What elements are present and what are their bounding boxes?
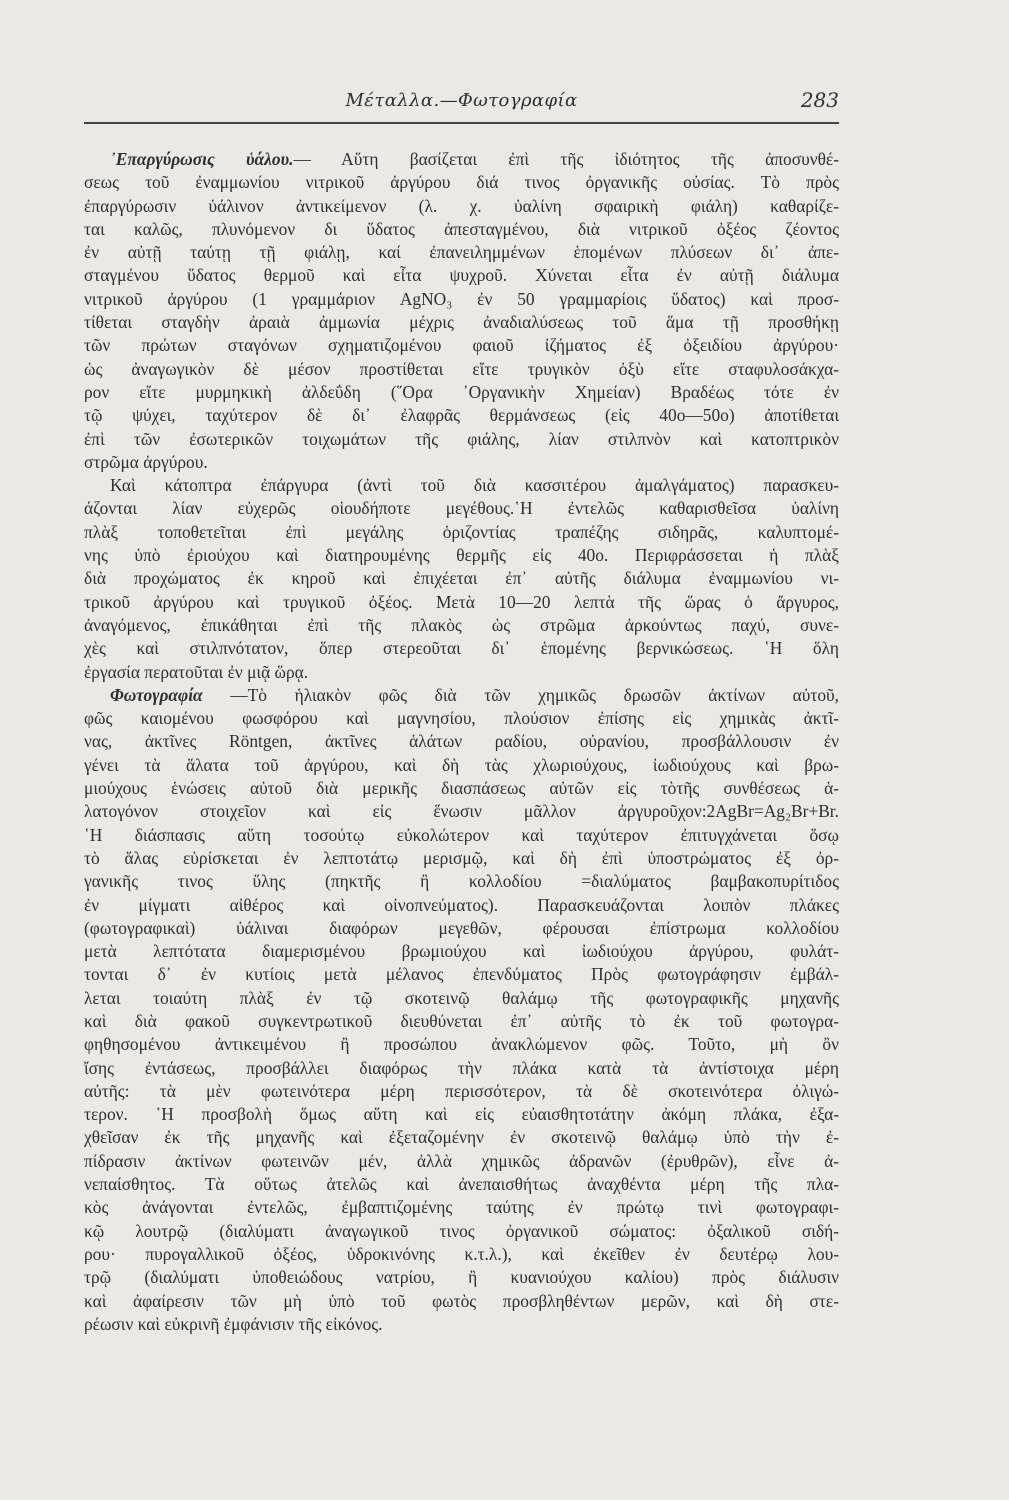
- page-header: [84, 86, 839, 120]
- line-text: νιτρικοῦ ἀργύρου (1 γραμμάριον AgNO₃ ἐν 50 γραμμαρίοις ὕδατος) καὶ προσ-: [84, 288, 839, 309]
- line-text: τὸ ἅλας εὑρίσκεται ἐν λεπτοτάτῳ μερισμῷ, καὶ δὴ ἐπὶ ὑποστρώματος ἐξ ὀρ-: [84, 847, 839, 868]
- text-line: [84, 358, 839, 381]
- line-text: τῶν πρώτων σταγόνων σχηματιζομένου φαιοῦ ἰζήματος ἐξ ὀξειδίου ἀργύρου·: [84, 335, 839, 356]
- line-text: λεται τοιαύτη πλὰξ ἐν τῷ σκοτεινῷ θαλάμῳ τῆς φωτογραφικῆς μηχανῆς: [84, 987, 839, 1008]
- line-text: τίθεται σταγδὴν ἀραιὰ ἀμμωνία μέχρις ἀναδιαλύσεως τοῦ ἅμα τῇ προσθήκῃ: [84, 312, 839, 333]
- text-line: [84, 870, 839, 893]
- text-line: [84, 940, 839, 963]
- line-text: ρου· πυρογαλλικοῦ ὀξέος, ὑδροκινόνης κ.τ.λ.), καὶ ἐκεῖθεν ἐν δευτέρῳ λου-: [84, 1243, 839, 1264]
- text-line: [84, 1243, 839, 1266]
- text-line: [84, 544, 839, 567]
- paragraph-term: ᾿Επαργύρωσις ὑάλου.: [110, 149, 294, 169]
- text-line: [84, 381, 839, 404]
- line-text: φηθησομένου ἀντικειμένου ἢ προσώπου ἀνακλώμενον φῶς. Τοῦτο, μὴ ὂν: [84, 1034, 839, 1055]
- line-text: άζονται λίαν εὐχερῶς οἱουδήποτε μεγέθους.῾Η ἐντελῶς καθαρισθεῖσα ὑαλίνη: [84, 498, 839, 519]
- line-text: γανικῆς τινος ὕλης (πηκτῆς ἢ κολλοδίου =διαλύματος βαμβακοπυρίτιδος: [84, 871, 839, 892]
- line-text: — Αὕτη βασίζεται ἐπὶ τῆς ἰδιότητος τῆς ἀποσυνθέ-: [293, 149, 839, 169]
- text-line: [84, 241, 839, 264]
- line-text: —Τὸ ἡλιακὸν φῶς διὰ τῶν χημικῶς δρωσῶν ἀκτίνων αὐτοῦ,: [202, 684, 839, 705]
- line-text: ται καλῶς, πλυνόμενον δι ὕδατος ἀπεσταγμένου, διὰ νιτρικοῦ ὀξέος ζέοντος: [84, 218, 839, 239]
- line-text: (φωτογραφικαὶ) ὑάλιναι διαφόρων μεγεθῶν, φέρουσαι ἐπίστρωμα κολλοδίου: [84, 917, 839, 938]
- line-text: μετὰ λεπτότατα διαμερισμένου βρωμιούχου καὶ ἰωδιούχου ἀργύρου, φυλάτ-: [84, 941, 839, 962]
- line-text: πλὰξ τοποθετεῖται ἐπὶ μεγάλης ὁριζοντίας τραπέζης σιδηρᾶς, καλυπτομέ-: [84, 521, 839, 542]
- text-line: [84, 311, 839, 334]
- line-text: γένει τὰ ἅλατα τοῦ ἀργύρου, καὶ δὴ τὰς χλωριούχους, ἰωδιούχους καὶ βρω-: [84, 754, 839, 775]
- text-line: [84, 148, 839, 171]
- text-line: [84, 614, 839, 637]
- line-text: τονται δ᾿ ἐν κυτίοις μετὰ μέλανος ἐπενδύματος Πρὸς φωτογράφησιν ἐμβάλ-: [84, 964, 839, 985]
- line-text: ἐν μίγματι αἰθέρος καὶ οἰνοπνεύματος). Παρασκευάζονται λοιπὸν πλάκες: [84, 894, 839, 915]
- header-rule: [84, 122, 839, 124]
- line-text: ἐν αὐτῇ ταύτῃ τῇ φιάλῃ, καί ἐπανειλημμένων ἑπομένων πλύσεων δι᾿ ἀπε-: [84, 242, 839, 263]
- line-text: λατογόνον στοιχεῖον καὶ εἰς ἕνωσιν μᾶλλον ἀργυροῦχον:2AgBr=Ag₂Br+Br.: [84, 801, 839, 822]
- text-line: [84, 917, 839, 940]
- line-text: ἐπαργύρωσιν ὑάλινον ἀντικείμενον (λ. χ. ὑαλίνη σφαιρικὴ φιάλη) καθαρίζε-: [84, 195, 839, 216]
- line-text: ἐργασία περατοῦται ἐν μιᾷ ὥρᾳ.: [84, 661, 309, 682]
- text-line: [84, 1266, 839, 1289]
- text-line: [84, 264, 839, 287]
- line-text: κῷ λουτρῷ (διαλύματι ἀναγωγικοῦ τινος ὀργανικοῦ σώματος: ὀξαλικοῦ σιδή-: [84, 1220, 839, 1241]
- line-text: ἴσης ἐντάσεως, προσβάλλει διαφόρως τὴν πλάκα κατὰ τὰ ἀντίστοιχα μέρη: [84, 1057, 839, 1078]
- text-line: [84, 428, 839, 451]
- text-line: [84, 684, 839, 707]
- text-line: [84, 591, 839, 614]
- text-line: [84, 195, 839, 218]
- line-text: τερον. ῾Η προσβολὴ ὅμως αὕτη καὶ εἰς εὐαισθητοτάτην ἀκόμη πλάκα, ἐξα-: [84, 1104, 839, 1125]
- line-text: νας, ἀκτῖνες Röntgen, ἀκτῖνες ἁλάτων ραδίου, οὐρανίου, προσβάλλουσιν ἐν: [84, 731, 839, 752]
- line-text: Καὶ κάτοπτρα ἐπάργυρα (ἀντὶ τοῦ διὰ κασσιτέρου ἀμαλγάματος) παρασκευ-: [110, 475, 839, 496]
- paragraph-term: Φωτογραφία: [110, 684, 203, 705]
- line-text: στρῶμα ἀργύρου.: [84, 451, 208, 472]
- line-text: χὲς καὶ στιλπνότατον, ὅπερ στερεοῦται δι᾿ ἑπομένης βερνικώσεως. ῾Η ὅλη: [84, 638, 839, 659]
- body-text: [84, 148, 839, 1336]
- text-line: [84, 707, 839, 730]
- text-line: [84, 1150, 839, 1173]
- line-text: ῾Η διάσπασις αὕτη τοσούτῳ εὐκολώτερον καὶ ταχύτερον ἐπιτυγχάνεται ὅσῳ: [84, 824, 839, 845]
- text-line: [84, 963, 839, 986]
- text-line: [84, 521, 839, 544]
- text-line: [84, 1103, 839, 1126]
- text-line: [84, 637, 839, 660]
- text-line: [84, 1126, 839, 1149]
- line-text: πίδρασιν ἀκτίνων φωτεινῶν μέν, ἀλλὰ χημικῶς ἀδρανῶν (ἐρυθρῶν), εἶνε ἀ-: [84, 1150, 839, 1171]
- text-line: [84, 497, 839, 520]
- text-line: [84, 777, 839, 800]
- line-text: μιούχους ἑνώσεις αὐτοῦ διὰ μερικῆς διασπάσεως αὐτῶν εἰς τὸτῆς συνθέσεως ἁ-: [84, 778, 839, 799]
- text-line: [84, 451, 839, 474]
- text-line: [84, 288, 839, 311]
- running-title: Μέταλλα.—Φωτογραφία: [345, 90, 578, 111]
- text-line: [84, 800, 839, 823]
- text-line: [84, 754, 839, 777]
- text-line: [84, 334, 839, 357]
- line-text: αὐτῆς: τὰ μὲν φωτεινότερα μέρη περισσότερον, τὰ δὲ σκοτεινότερα ὀλιγώ-: [84, 1080, 839, 1101]
- line-text: νης ὑπὸ ἐριούχου καὶ διατηρουμένης θερμῆς εἰς 40ο. Περιφράσσεται ἡ πλὰξ: [84, 545, 839, 566]
- line-text: ἀναγόμενος, ἐπικάθηται ἐπὶ τῆς πλακὸς ὡς στρῶμα ἀρκούντως παχύ, συνε-: [84, 614, 839, 635]
- line-text: νεπαίσθητος. Τὰ οὕτως ἀτελῶς καὶ ἀνεπαισθήτως ἀναχθέντα μέρη τῆς πλα-: [84, 1174, 839, 1195]
- text-line: [84, 171, 839, 194]
- line-text: διὰ προχώματος ἐκ κηροῦ καὶ ἐπιχέεται ἐπ᾿ αὐτῆς διάλυμα ἐναμμωνίου νι-: [84, 568, 839, 589]
- line-text: ρέωσιν καὶ εὐκρινῆ ἐμφάνισιν τῆς εἰκόνος.: [84, 1313, 383, 1334]
- page-number: 283: [800, 88, 839, 112]
- line-text: τῷ ψύχει, ταχύτερον δὲ δι᾿ ἐλαφρᾶς θερμάνσεως (εἰς 40ο—50ο) ἀποτίθεται: [84, 405, 839, 426]
- text-line: [84, 1033, 839, 1056]
- line-text: τρῷ (διαλύματι ὑποθειώδους νατρίου, ἢ κυανιούχου καλίου) πρὸς διάλυσιν: [84, 1267, 839, 1288]
- text-line: [84, 1290, 839, 1313]
- line-text: καὶ διὰ φακοῦ συγκεντρωτικοῦ διευθύνεται ἐπ᾿ αὐτῆς τὸ ἐκ τοῦ φωτογρα-: [84, 1010, 839, 1031]
- text-line: [84, 218, 839, 241]
- line-text: ρον εἴτε μυρμηκικὴ ἀλδεΰδη (῞Ορα ᾿Οργανικὴν Χημείαν) Βραδέως τότε ἐν: [84, 381, 839, 402]
- text-line: [84, 567, 839, 590]
- line-text: χθεῖσαν ἐκ τῆς μηχανῆς καὶ ἐξεταζομένην ἐν σκοτεινῷ θαλάμῳ ὑπὸ τὴν ἐ-: [84, 1127, 839, 1148]
- line-text: φῶς καιομένου φωσφόρου καὶ μαγνησίου, πλούσιον ἐπίσης εἰς χημικὰς ἀκτῖ-: [84, 708, 839, 729]
- text-line: [84, 1057, 839, 1080]
- text-line: [84, 1313, 839, 1336]
- text-line: [84, 894, 839, 917]
- text-line: [84, 1196, 839, 1219]
- line-text: σεως τοῦ ἐναμμωνίου νιτρικοῦ ἀργύρου διά τινος ὀργανικῆς οὐσίας. Τὸ πρὸς: [84, 172, 839, 193]
- text-line: [84, 824, 839, 847]
- text-line: [84, 1080, 839, 1103]
- text-line: [84, 847, 839, 870]
- line-text: ἐπὶ τῶν ἐσωτερικῶν τοιχωμάτων τῆς φιάλης, λίαν στιλπνὸν καὶ κατοπτρικὸν: [84, 428, 839, 449]
- text-line: [84, 730, 839, 753]
- text-line: [84, 987, 839, 1010]
- text-line: [84, 404, 839, 427]
- line-text: σταγμένου ὕδατος θερμοῦ καὶ εἶτα ψυχροῦ. Χύνεται εἶτα ἐν αὐτῇ διάλυμα: [84, 265, 839, 286]
- line-text: τρικοῦ ἀργύρου καὶ τρυγικοῦ ὀξέος. Μετὰ 10—20 λεπτὰ τῆς ὥρας ὁ ἄργυρος,: [84, 591, 839, 612]
- text-line: [84, 661, 839, 684]
- text-line: [84, 1010, 839, 1033]
- line-text: ὡς ἀναγωγικὸν δὲ μέσον προστίθεται εἴτε τρυγικὸν ὀξὺ εἴτε σταφυλοσάκχα-: [84, 358, 839, 379]
- line-text: κὸς ἀνάγονται ἐντελῶς, ἐμβαπτιζομένης ταύτης ἐν πρώτῳ τινὶ φωτογραφι-: [84, 1197, 839, 1218]
- text-line: [84, 1220, 839, 1243]
- text-line: [84, 1173, 839, 1196]
- text-line: [84, 474, 839, 497]
- line-text: καὶ ἀφαίρεσιν τῶν μὴ ὑπὸ τοῦ φωτὸς προσβληθέντων μερῶν, καὶ δὴ στε-: [84, 1290, 839, 1311]
